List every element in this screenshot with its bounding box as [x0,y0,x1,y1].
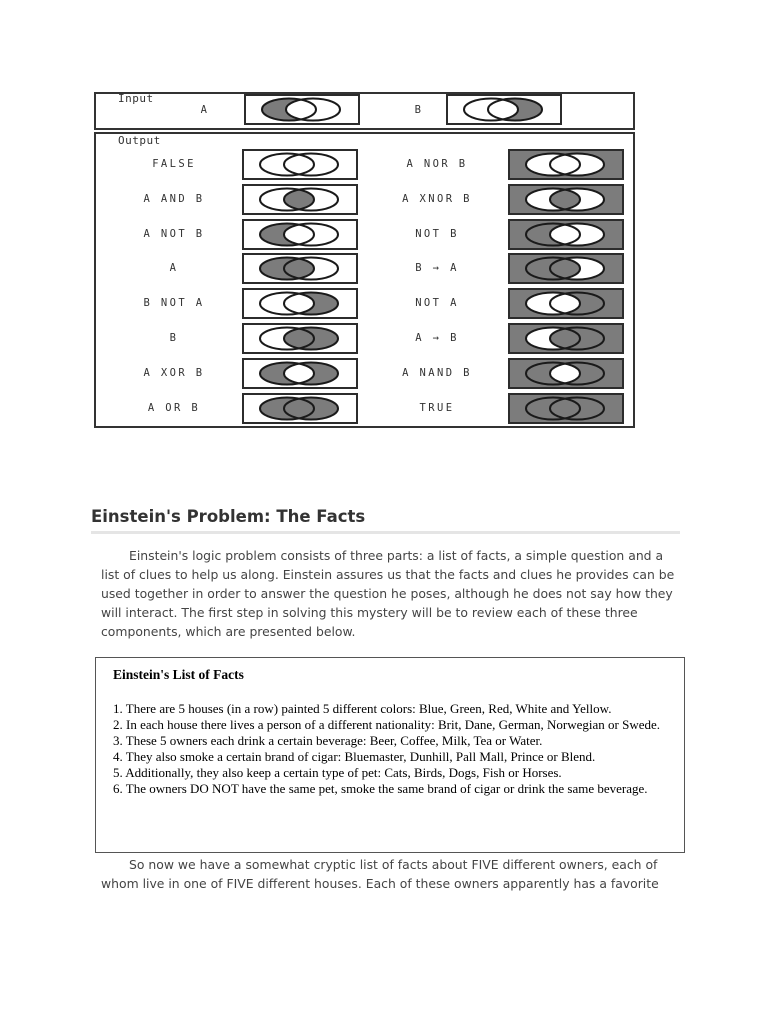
fact-item: 4. They also smoke a certain brand of cigar: Bluemaster, Dunhill, Pall Mall, Prince or Blend. [113,749,596,764]
fact-item: 1. There are 5 houses (in a row) painted 5 different colors: Blue, Green, Red, White and Yellow. [113,701,612,716]
output-label-not-a: NOT A [415,297,459,309]
input-label-a: A [200,104,210,116]
fact-item: 6. The owners DO NOT have the same pet, smoke the same brand of cigar or drink the same beverage. [113,781,648,796]
venn-input-a [244,94,360,125]
output-label-b-implies-a: B → A [415,262,459,274]
venn-output-a-not-b [242,219,358,250]
output-label-a: A [169,262,179,274]
followup-paragraph: So now we have a somewhat cryptic list of facts about FIVE different owners, each of whom live in one of FIVE different houses. Each of these owners apparently has a favorite [101,857,659,891]
input-label-b: B [414,104,424,116]
facts-title: Einstein's List of Facts [113,667,244,682]
output-label-b-not-a: B NOT A [143,297,205,309]
venn-output-a-xnor-b [508,184,624,215]
venn-output-a-and-b [242,184,358,215]
output-label-a-not-b: A NOT B [143,228,205,240]
output-label-false: FALSE [152,158,196,170]
venn-output-a [242,253,358,284]
output-section-label: Output [118,134,161,147]
venn-output-a-nand-b [508,358,624,389]
venn-output-not-a [508,288,624,319]
output-label-a-nand-b: A NAND B [402,367,472,379]
heading-divider [91,531,680,534]
venn-output-b-implies-a [508,253,624,284]
output-label-not-b: NOT B [415,228,459,240]
venn-output-not-b [508,219,624,250]
facts-list [113,701,666,797]
venn-output-a-or-b [242,393,358,424]
venn-output-b-not-a [242,288,358,319]
output-label-true: TRUE [419,402,455,414]
input-section-label: Input [118,92,154,105]
output-label-a-xor-b: A XOR B [143,367,205,379]
output-label-a-xnor-b: A XNOR B [402,193,472,205]
venn-output-true [508,393,624,424]
venn-output-a-nor-b [508,149,624,180]
output-label-b: B [169,332,179,344]
output-label-a-and-b: A AND B [143,193,205,205]
section-heading: Einstein's Problem: The Facts [91,507,366,526]
venn-output-a-xor-b [242,358,358,389]
output-label-a-implies-b: A → B [415,332,459,344]
venn-output-a-implies-b [508,323,624,354]
fact-item: 2. In each house there lives a person of a different nationality: Brit, Dane, German, Norwegian or Swede. [113,717,661,732]
venn-input-b [446,94,562,125]
fact-item: 3. These 5 owners each drink a certain beverage: Beer, Coffee, Milk, Tea or Water. [113,733,543,748]
venn-output-false [242,149,358,180]
fact-item: 5. Additionally, they also keep a certain type of pet: Cats, Birds, Dogs, Fish or Horses. [113,765,562,780]
output-label-a-or-b: A OR B [147,402,201,414]
output-label-a-nor-b: A NOR B [406,158,468,170]
facts-box [95,657,685,853]
venn-diagram-figure [94,92,635,428]
venn-output-b [242,323,358,354]
intro-paragraph: Einstein's logic problem consists of three parts: a list of facts, a simple question and a list of clues to help us along. Einstein assures us that the facts and clues he provides can be used together in order to answer the question he poses, although he does not say how they will interact. The first step in solving this mystery will be to review each of these three components, which are presented below. [101,548,675,639]
